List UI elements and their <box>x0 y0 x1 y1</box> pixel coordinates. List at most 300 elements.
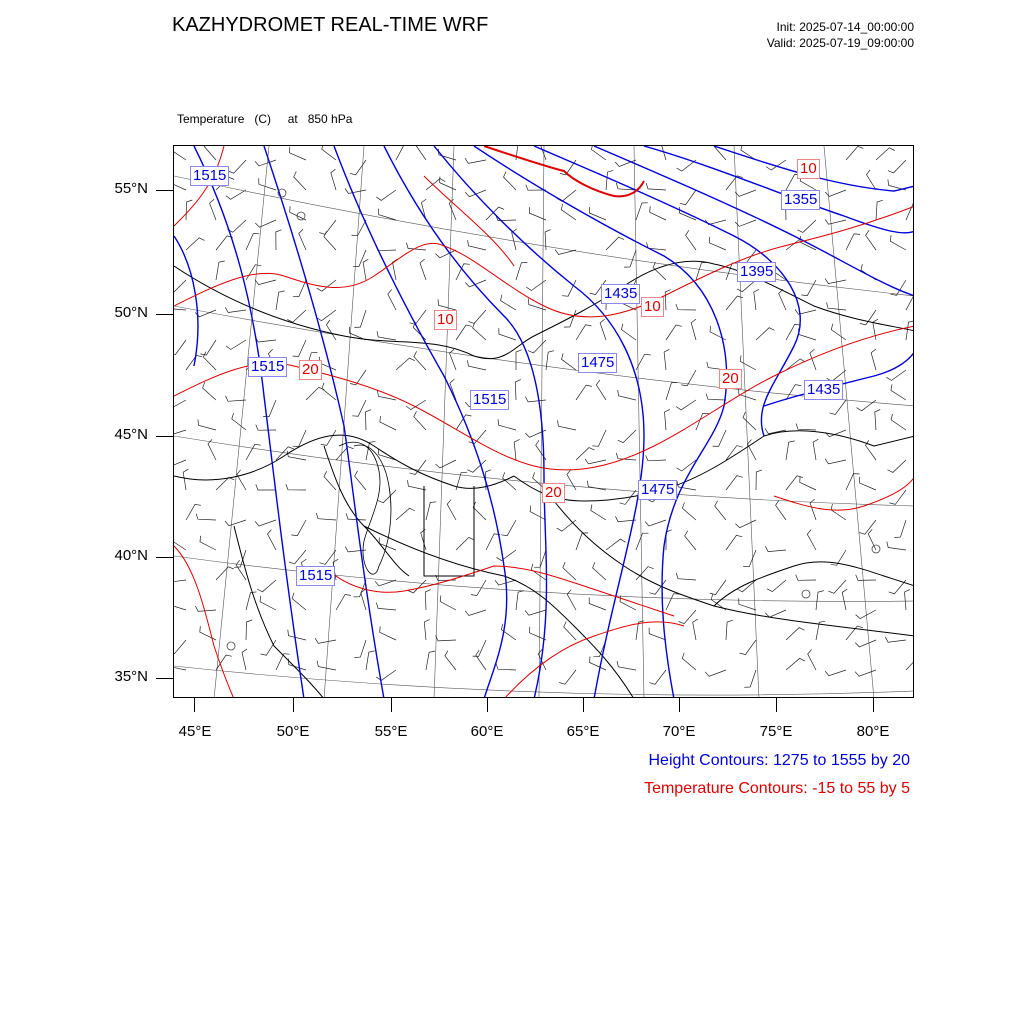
wind-barb <box>705 670 726 676</box>
wind-barb <box>174 400 186 409</box>
wind-barb <box>744 670 756 687</box>
wind-barb <box>376 190 396 200</box>
wind-barb <box>830 400 847 415</box>
wind-barb <box>203 352 216 370</box>
wind-barb <box>186 504 201 520</box>
wind-barb <box>740 355 756 370</box>
wind-barb <box>186 238 205 250</box>
wind-barb <box>827 303 847 311</box>
temperature-contour-legend: Temperature Contours: -15 to 55 by 5 <box>644 780 910 797</box>
wind-barb <box>198 419 216 430</box>
wind-barb <box>563 562 576 580</box>
wind-barb <box>867 170 877 190</box>
height-contour-label: 1475 <box>638 480 677 500</box>
lon-label: 60°E <box>470 723 504 740</box>
wind-barb <box>726 446 743 460</box>
lon-tick <box>487 698 488 712</box>
temperature-contour-label: 10 <box>641 297 664 317</box>
valid-time: Valid: 2025-07-19_09:00:00 <box>766 36 914 50</box>
wind-barb <box>288 659 306 670</box>
wind-barb <box>743 550 756 567</box>
wind-barb <box>410 460 427 475</box>
wind-barb <box>576 385 592 400</box>
lon-label: 45°E <box>178 723 212 740</box>
wind-barb <box>467 460 486 472</box>
wind-barb <box>859 520 876 534</box>
lon-tick <box>194 698 195 712</box>
init-time: Init: 2025-07-14_00:00:00 <box>776 20 914 34</box>
wind-barb <box>516 350 522 370</box>
temperature-contour-label: 20 <box>299 360 322 380</box>
wind-barb <box>906 657 914 670</box>
wind-barb <box>257 580 276 592</box>
wind-barb <box>376 603 396 610</box>
lon-label: 70°E <box>662 723 696 740</box>
wind-barb <box>336 595 351 611</box>
wind-barb <box>646 455 666 460</box>
wind-barb <box>890 490 907 504</box>
wind-barb <box>682 503 696 520</box>
wind-barb <box>846 474 860 490</box>
wind-barb <box>216 236 233 250</box>
wind-barb <box>388 290 396 311</box>
wind-barb <box>649 628 666 640</box>
wind-barb <box>355 471 366 490</box>
wind-barb <box>331 169 336 190</box>
wind-barb <box>242 649 247 670</box>
wind-barb <box>905 589 910 610</box>
wind-barb <box>425 590 431 610</box>
wind-barb <box>236 560 246 580</box>
wind-barb <box>501 520 516 536</box>
wind-barb <box>468 240 486 250</box>
wind-barb <box>276 291 285 310</box>
wind-barb <box>796 424 816 431</box>
wind-barb <box>396 508 415 520</box>
wind-barb <box>576 325 592 340</box>
wind-barb <box>232 413 246 430</box>
wind-barb <box>737 580 756 592</box>
wind-barb <box>676 304 696 310</box>
wind-barb <box>465 610 486 616</box>
wind-barb <box>795 310 816 315</box>
wind-barb <box>621 324 636 340</box>
wind-barb <box>380 416 396 430</box>
wind-barb <box>256 484 276 490</box>
wind-barb <box>665 409 670 430</box>
wind-barb <box>710 237 727 250</box>
wind-barb <box>617 661 636 670</box>
wind-barb <box>445 651 456 670</box>
wind-barb <box>891 384 906 400</box>
wind-barb <box>560 160 576 175</box>
wind-barb <box>855 670 876 676</box>
wind-barb <box>786 658 805 670</box>
lat-label: 50°N <box>114 304 148 321</box>
wind-barb <box>255 160 276 166</box>
lon-tick <box>391 698 392 712</box>
wind-barb <box>174 430 186 436</box>
wind-barb <box>561 204 576 220</box>
wind-barb <box>228 160 246 173</box>
wind-barb <box>816 591 824 610</box>
wind-barb <box>183 469 188 490</box>
wind-barb <box>866 230 876 250</box>
wind-barb <box>414 411 426 430</box>
wind-barb <box>590 657 606 671</box>
wind-barb <box>498 419 516 430</box>
lat-tick <box>156 436 173 437</box>
wind-barb <box>756 328 775 340</box>
lon-label: 75°E <box>759 723 793 740</box>
wind-barb <box>225 307 246 312</box>
wind-barb <box>677 481 696 490</box>
height-contour-label: 1435 <box>601 284 640 304</box>
wind-barb <box>316 513 336 520</box>
height-contour-label: 1515 <box>296 566 335 586</box>
lon-tick <box>583 698 584 712</box>
wind-barb <box>825 219 846 224</box>
wind-barb <box>468 360 487 370</box>
wind-barb <box>682 653 696 670</box>
wind-barb <box>216 567 234 580</box>
wind-barb <box>353 250 366 267</box>
wind-barb <box>831 504 846 520</box>
wind-barb <box>754 289 759 310</box>
wind-barb <box>174 177 186 190</box>
lat-tick <box>156 678 173 679</box>
wind-barb <box>322 146 336 160</box>
wind-barb <box>315 638 336 643</box>
wind-barb <box>276 230 282 250</box>
wind-barb <box>486 470 492 490</box>
wind-barb <box>846 234 860 250</box>
wind-barb <box>576 448 595 460</box>
wind-barb <box>767 580 786 592</box>
temperature-contour-label: 20 <box>542 483 565 503</box>
height-contour-legend: Height Contours: 1275 to 1555 by 20 <box>648 752 910 769</box>
wind-barb <box>906 204 914 221</box>
wind-barb <box>906 294 914 310</box>
wind-barb <box>810 349 816 370</box>
temperature-contour-label: 10 <box>797 159 820 179</box>
wind-barb <box>350 370 366 385</box>
lat-tick <box>156 557 173 558</box>
wind-barb <box>255 220 276 227</box>
wind-barb <box>436 635 456 641</box>
wind-barb <box>846 146 863 160</box>
wind-barb <box>680 190 696 205</box>
wind-barb <box>645 520 666 526</box>
wind-barb <box>293 340 306 356</box>
wind-barb <box>174 280 186 293</box>
wind-barb <box>756 470 762 490</box>
wind-barb <box>200 340 216 355</box>
lat-label: 55°N <box>114 180 148 197</box>
wind-barb <box>894 520 906 538</box>
height-contour-label: 1515 <box>190 166 229 186</box>
wind-barb <box>426 502 436 520</box>
wind-barb <box>350 160 366 175</box>
wind-barb <box>465 190 486 197</box>
wind-barb <box>361 589 366 610</box>
wind-barb <box>693 619 698 640</box>
wind-barb <box>225 520 246 526</box>
wind-barb <box>496 550 516 561</box>
wind-barb <box>196 514 216 520</box>
wind-barb <box>585 459 606 464</box>
wind-barb <box>345 189 366 194</box>
wind-barb <box>366 651 375 670</box>
wind-barb <box>530 506 546 520</box>
wind-barb <box>473 502 486 520</box>
wind-barb <box>354 310 366 327</box>
wind-barb <box>726 296 743 310</box>
wind-barb <box>540 146 546 160</box>
wind-barb <box>710 580 726 595</box>
wind-barb <box>786 628 805 640</box>
wind-barb <box>567 590 576 610</box>
wind-barb <box>891 414 906 430</box>
wind-barb <box>260 596 276 610</box>
wind-barb <box>765 610 786 617</box>
lon-label: 80°E <box>856 723 890 740</box>
wind-barb <box>286 484 306 490</box>
wind-barb <box>618 390 636 400</box>
wind-barb <box>246 620 252 640</box>
wind-barb <box>798 220 817 232</box>
wind-barb <box>380 626 396 640</box>
wind-barb <box>890 235 906 250</box>
wind-barb <box>776 500 786 520</box>
wind-barb <box>666 325 682 340</box>
wind-barb <box>726 535 742 550</box>
height-contour-label: 1395 <box>737 262 776 282</box>
wind-barb <box>801 280 816 296</box>
wind-barb <box>255 520 276 526</box>
wind-barb <box>414 351 426 370</box>
wind-barb <box>887 542 906 550</box>
wind-barb <box>226 190 246 199</box>
wind-barb <box>646 183 666 190</box>
wind-barb <box>528 340 546 353</box>
temperature-contour-label: 10 <box>434 310 457 330</box>
wind-barb <box>557 520 576 531</box>
wind-barb <box>290 147 307 160</box>
wind-barb <box>676 400 696 410</box>
height-contour-label: 1515 <box>248 357 287 377</box>
wind-barb <box>786 441 795 460</box>
wind-barb <box>800 476 816 490</box>
height-contour-label: 1515 <box>470 390 509 410</box>
wind-barb <box>686 230 696 250</box>
wind-barb <box>596 380 606 400</box>
wind-barb <box>363 259 368 280</box>
lon-label: 65°E <box>566 723 600 740</box>
wind-barb <box>268 530 277 550</box>
lat-label: 35°N <box>114 668 148 685</box>
wind-barb <box>735 220 756 226</box>
wind-barb <box>636 203 648 220</box>
wind-barb <box>664 349 669 370</box>
wind-barb <box>406 400 426 410</box>
wind-barb <box>516 591 524 610</box>
wind-barb <box>735 520 756 528</box>
wind-barb <box>287 310 306 322</box>
wind-barb <box>354 580 366 597</box>
wind-barb <box>842 589 847 610</box>
wind-barb <box>316 310 336 321</box>
wind-barb <box>299 229 306 250</box>
wind-barb <box>591 505 606 521</box>
wind-barb <box>378 209 396 220</box>
wind-barb <box>174 340 186 355</box>
wind-barb <box>406 243 426 250</box>
wind-barb <box>336 447 354 460</box>
wind-barb <box>875 410 880 431</box>
lat-tick <box>156 314 173 315</box>
wind-barb <box>416 146 426 160</box>
height-contours <box>174 146 914 698</box>
wind-barb <box>606 237 624 250</box>
wind-barb <box>743 412 756 430</box>
wind-barb <box>261 640 277 655</box>
wind-barb <box>807 530 816 550</box>
temperature-contours <box>174 146 914 698</box>
wind-barb <box>876 148 895 160</box>
wind-barb <box>726 476 743 490</box>
lon-label: 55°E <box>374 723 408 740</box>
wind-barb <box>496 664 516 671</box>
wind-barb <box>450 349 457 370</box>
wind-barb <box>288 630 306 640</box>
wind-barb <box>436 460 457 468</box>
wind-barb <box>174 661 186 671</box>
wind-barb <box>765 546 786 551</box>
wind-barb <box>593 562 606 580</box>
wind-barb <box>276 447 294 460</box>
wind-barb <box>476 650 486 670</box>
wind-barb <box>203 382 216 400</box>
wind-barb <box>871 349 876 370</box>
wind-barb <box>499 328 516 340</box>
wind-barb <box>516 262 527 280</box>
wind-barb <box>514 439 519 460</box>
wind-barb <box>589 598 606 611</box>
wind-barb <box>174 577 186 582</box>
wind-barb <box>456 537 474 550</box>
wind-barb <box>174 599 186 610</box>
wind-barb <box>860 477 877 490</box>
wind-barb <box>831 324 846 340</box>
wind-barb <box>276 654 290 670</box>
wind-barb <box>255 280 276 285</box>
wind-barb <box>200 536 216 550</box>
wind-barb <box>447 500 456 520</box>
lat-label: 40°N <box>114 547 148 564</box>
wind-barb <box>291 520 306 536</box>
chart-title: KAZHYDROMET REAL-TIME WRF <box>172 14 489 36</box>
wind-barb <box>174 640 186 654</box>
wind-barb <box>200 626 216 640</box>
wind-barb <box>740 640 756 655</box>
wind-barb <box>876 200 883 220</box>
wind-barb <box>195 606 216 611</box>
wind-barb <box>256 425 276 431</box>
wind-barb <box>456 415 472 430</box>
wind-barb <box>888 160 906 173</box>
wind-barb <box>888 460 907 472</box>
wind-barb <box>567 470 576 490</box>
wind-barb <box>246 234 259 251</box>
lon-label: 50°E <box>276 723 310 740</box>
wind-barb <box>396 358 415 370</box>
wind-barb <box>227 220 246 232</box>
wind-barb <box>726 620 733 640</box>
wind-barb <box>808 650 816 671</box>
wind-barb <box>174 460 186 467</box>
wind-barb <box>706 394 726 400</box>
wind-barb <box>426 651 435 670</box>
wind-barb <box>420 259 426 280</box>
wind-barb <box>424 619 429 640</box>
wind-barb <box>666 594 680 610</box>
wind-barb <box>294 172 306 191</box>
wind-barb <box>515 380 521 400</box>
wind-barb <box>465 158 486 163</box>
temperature-contour-label: 20 <box>719 369 742 389</box>
wind-barb <box>246 265 261 280</box>
wind-barb <box>536 440 546 460</box>
wind-barb <box>813 439 818 460</box>
wind-barb <box>306 387 324 400</box>
wind-barb <box>354 640 366 658</box>
wind-barb <box>855 640 876 647</box>
wind-barb <box>735 190 756 196</box>
wind-barb <box>473 640 486 656</box>
wind-barb <box>421 529 426 550</box>
map-panel <box>173 145 914 698</box>
wind-barb <box>468 310 486 324</box>
wind-barb <box>255 337 276 342</box>
wind-barb <box>204 146 216 160</box>
wind-barb <box>408 580 426 593</box>
wind-barb <box>600 319 606 340</box>
wind-barb <box>710 326 726 340</box>
field-temperature: Temperature (C) at 850 hPa <box>177 112 353 126</box>
wind-barb <box>486 534 500 550</box>
wind-barb <box>713 430 726 446</box>
wind-barb <box>779 289 786 310</box>
wind-barb <box>504 172 517 190</box>
lon-tick <box>293 698 294 712</box>
wind-barb <box>715 501 726 520</box>
height-contour-label: 1475 <box>578 353 617 373</box>
lon-tick <box>873 698 874 712</box>
wind-barb <box>456 264 470 280</box>
wind-barb <box>237 470 246 490</box>
wind-barb <box>440 596 456 611</box>
wind-barb <box>319 220 336 234</box>
wind-barb <box>503 472 516 490</box>
wind-barb <box>558 420 577 430</box>
wind-barb <box>226 340 246 350</box>
wind-barb <box>685 531 696 550</box>
wind-barb <box>825 670 846 676</box>
lon-tick <box>679 698 680 712</box>
wind-barb <box>799 329 817 341</box>
wind-barb <box>375 580 396 586</box>
